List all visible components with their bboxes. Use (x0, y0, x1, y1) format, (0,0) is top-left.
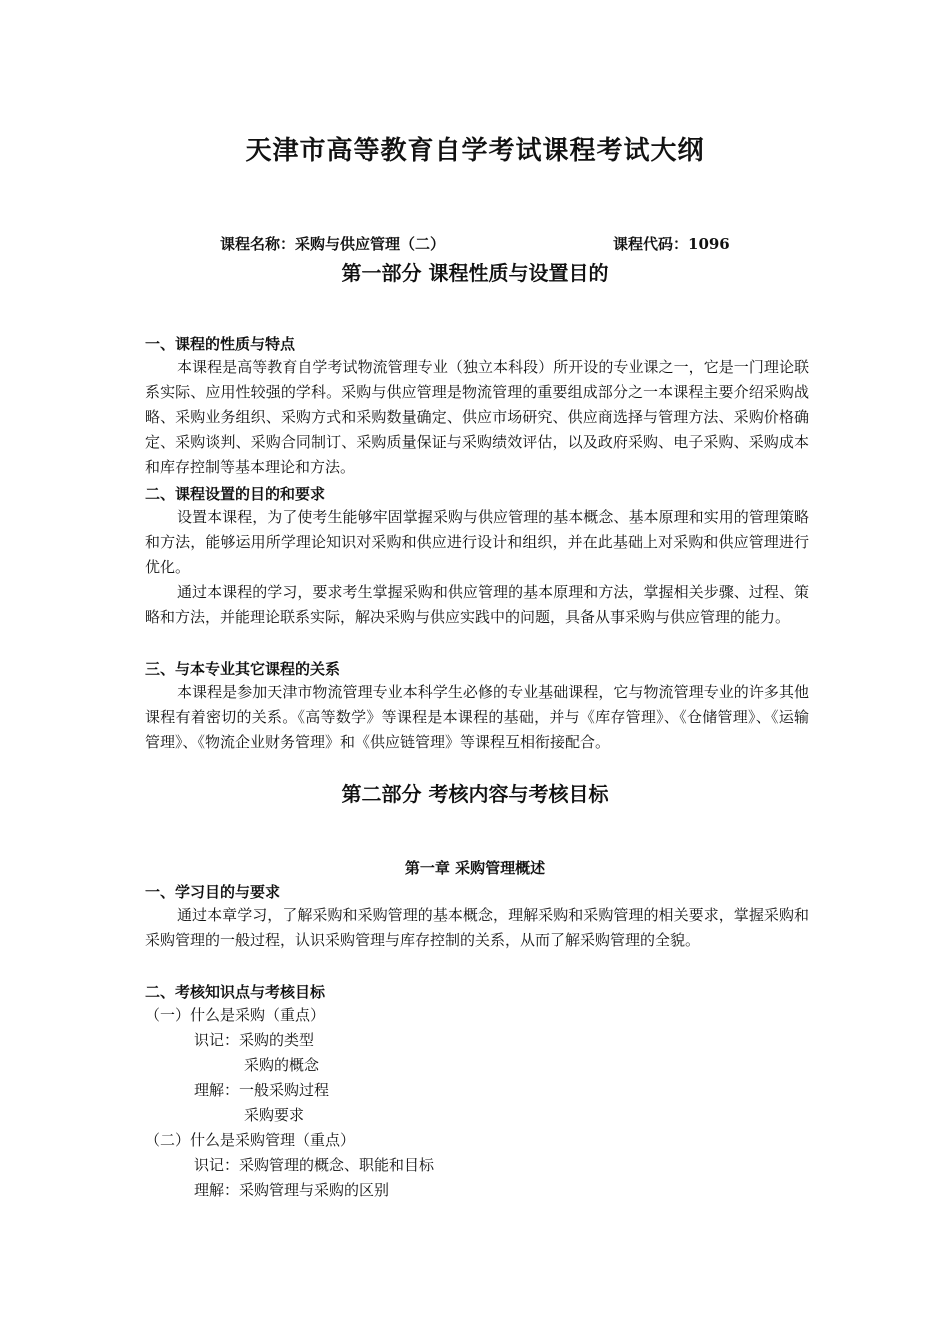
knowledge-item-2-line-2: 理解：采购管理与采购的区别 (194, 1181, 390, 1199)
part1-section2-paragraph1: 设置本课程，为了使考生能够牢固掌握采购与供应管理的基本概念、基本原理和实用的管理策略和方法，能够运用所学理论知识对采购和供应进行设计和组织，并在此基础上对采购和供应管理进行优化。 (145, 508, 809, 576)
part2-title: 第二部分 考核内容与考核目标 (341, 782, 609, 806)
chapter1-title: 第一章 采购管理概述 (404, 859, 546, 877)
part1-section2-paragraph2: 通过本课程的学习，要求考生掌握采购和供应管理的基本原理和方法，掌握相关步骤、过程、策略和方法，并能理论联系实际，解决采购与供应实践中的问题，具备从事采购与供应管理的能力。 (145, 583, 809, 626)
part1-section3-paragraph: 本课程是参加天津市物流管理专业本科学生必修的专业基础课程，它与物流管理专业的许多其他课程有着密切的关系。《高等数学》等课程是本课程的基础，并与《库存管理》、《仓储管理》、《运输管理》、《物流企业财务管理》和《供应链管理》等课程互相衔接配合。 (145, 683, 809, 751)
knowledge-item-1: （一）什么是采购（重点） (145, 1006, 326, 1024)
course-name: 课程名称：采购与供应管理（二） (220, 235, 446, 253)
part2-section2-heading: 二、考核知识点与考核目标 (145, 983, 326, 1001)
knowledge-item-1-line-4: 采购要求 (244, 1106, 305, 1124)
part2-section1-heading: 一、学习目的与要求 (145, 883, 281, 901)
part1-section1-paragraph: 本课程是高等教育自学考试物流管理专业（独立本科段）所开设的专业课之一，它是一门理论联系实际、应用性较强的学科。采购与供应管理是物流管理的重要组成部分之一本课程主要介绍采购战略、采购业务组织、采购方式和采购数量确定、供应市场研究、供应商选择与管理方法、采购价格确定、采购谈判、采购合同制订、采购质量保证与采购绩效评估，以及政府采购、电子采购、采购成本和库存控制等基本理论和方法。 (145, 358, 809, 476)
knowledge-item-1-line-2: 采购的概念 (244, 1056, 320, 1074)
part1-section2-heading: 二、课程设置的目的和要求 (145, 485, 326, 503)
knowledge-item-1-line-1: 识记：采购的类型 (194, 1031, 315, 1049)
part1-section3-heading: 三、与本专业其它课程的关系 (145, 660, 341, 678)
knowledge-item-2-line-1: 识记：采购管理的概念、职能和目标 (194, 1156, 435, 1174)
part1-section1-heading: 一、课程的性质与特点 (145, 335, 296, 353)
part2-section1-paragraph: 通过本章学习，了解采购和采购管理的基本概念，理解采购和采购管理的相关要求，掌握采购和采购管理的一般过程，认识采购管理与库存控制的关系，从而了解采购管理的全貌。 (145, 906, 809, 949)
document-title: 天津市高等教育自学考试课程考试大纲 (245, 136, 705, 166)
knowledge-item-1-line-3: 理解：一般采购过程 (194, 1081, 330, 1099)
knowledge-item-2: （二）什么是采购管理（重点） (145, 1131, 356, 1149)
course-code: 课程代码：1096 (613, 235, 730, 253)
part1-title: 第一部分 课程性质与设置目的 (341, 261, 609, 285)
